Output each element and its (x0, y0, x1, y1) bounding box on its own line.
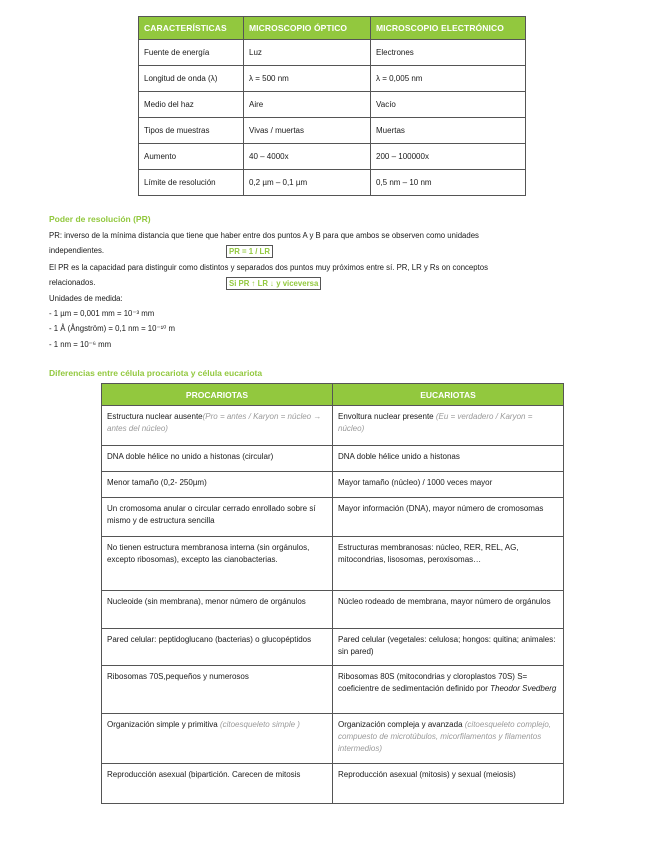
table-cell: 40 – 4000x (244, 144, 371, 170)
header-cell: EUCARIOTAS (333, 384, 564, 406)
table-cell: Pared celular: peptidoglucano (bacterias) o glucopéptidos (102, 629, 333, 666)
unit-item: - 1 nm = 10⁻⁶ mm (49, 340, 112, 349)
table-cell: Vivas / muertas (244, 118, 371, 144)
table-cell: Estructura nuclear ausente(Pro = antes / Karyon = núcleo → antes del núcleo) (102, 406, 333, 446)
table-cell: λ = 500 nm (244, 66, 371, 92)
table-cell: 0,2 µm – 0,1 µm (244, 170, 371, 196)
table-cell: Núcleo rodeado de membrana, mayor número de orgánulos (333, 591, 564, 629)
table-cell: Estructuras membranosas: núcleo, RER, REL, AG, mitocondrias, lisosomas, peroxisomas… (333, 537, 564, 591)
units-title: Unidades de medida: (49, 294, 123, 303)
table-row (102, 537, 564, 591)
table-row (102, 498, 564, 537)
cells-section-title: Diferencias entre célula procariota y célula eucariota (49, 368, 263, 378)
header-cell: MICROSCOPIO ELECTRÓNICO (371, 17, 526, 40)
cell-comparison-table (101, 383, 564, 804)
table-cell: Aire (244, 92, 371, 118)
table-row (139, 118, 526, 144)
unit-item: - 1 µm = 0,001 mm = 10⁻³ mm (49, 309, 155, 318)
table-row (102, 666, 564, 714)
pr-definition-line: independientes. (49, 246, 105, 255)
table-row (139, 170, 526, 196)
table-cell: Reproducción asexual (mitosis) y sexual (meiosis) (333, 764, 564, 804)
table-cell: Fuente de energía (139, 40, 244, 66)
table-row (139, 66, 526, 92)
header-cell: PROCARIOTAS (102, 384, 333, 406)
table-cell: 200 – 100000x (371, 144, 526, 170)
pr-formula-box: PR = 1 / LR (226, 245, 273, 258)
table-cell: Mayor tamaño (núcleo) / 1000 veces mayor (333, 472, 564, 498)
table-cell: DNA doble hélice no unido a histonas (circular) (102, 446, 333, 472)
table-cell: Envoltura nuclear presente (Eu = verdadero / Karyon = núcleo) (333, 406, 564, 446)
table-row (139, 40, 526, 66)
table-cell: Organización compleja y avanzada (citoesqueleto complejo, compuesto de microtúbulos, micorfilamentos y filamentos intermedios) (333, 714, 564, 764)
header-cell: CARACTERÍSTICAS (139, 17, 244, 40)
table-cell: Longitud de onda (λ) (139, 66, 244, 92)
table-cell: Luz (244, 40, 371, 66)
microscope-comparison-table (138, 16, 526, 196)
table-cell: DNA doble hélice unido a histonas (333, 446, 564, 472)
table-row (139, 92, 526, 118)
table-cell: 0,5 nm – 10 nm (371, 170, 526, 196)
table-row (102, 406, 564, 446)
table-cell: Muertas (371, 118, 526, 144)
table-cell: Ribosomas 80S (mitocondrias y cloroplastos 70S) S= coeficientre de sedimentación definido por Theodor Svedberg (333, 666, 564, 714)
table-cell: Nucleoide (sin membrana), menor número de orgánulos (102, 591, 333, 629)
table-cell: Mayor información (DNA), mayor número de cromosomas (333, 498, 564, 537)
table-cell: Ribosomas 70S,pequeños y numerosos (102, 666, 333, 714)
table-cell: Menor tamaño (0,2- 250µm) (102, 472, 333, 498)
table-header-row (139, 17, 526, 40)
table-row (102, 714, 564, 764)
table-row (102, 446, 564, 472)
table-row (102, 591, 564, 629)
table-cell: Aumento (139, 144, 244, 170)
table-header-row (102, 384, 564, 406)
table-row (139, 144, 526, 170)
table-row (102, 629, 564, 666)
header-cell: MICROSCOPIO ÓPTICO (244, 17, 371, 40)
table-cell: Tipos de muestras (139, 118, 244, 144)
pr-definition-line: PR: inverso de la mínima distancia que tiene que haber entre dos puntos A y B para que ambos se observen como unidades (49, 231, 479, 240)
pr-relation-line: relacionados. (49, 278, 96, 287)
table-cell: Reproducción asexual (bipartición. Carecen de mitosis (102, 764, 333, 804)
table-row (102, 764, 564, 804)
table-cell: λ = 0,005 nm (371, 66, 526, 92)
table-cell: Organización simple y primitiva (citoesqueleto simple ) (102, 714, 333, 764)
table-cell: Electrones (371, 40, 526, 66)
unit-item: - 1 Å (Ångström) = 0,1 nm = 10⁻¹⁰ m (49, 324, 175, 333)
table-cell: Pared celular (vegetales: celulosa; hongos: quitina; animales: sin pared) (333, 629, 564, 666)
table-row (102, 472, 564, 498)
pr-relation-box: Si PR ↑ LR ↓ y viceversa (226, 277, 321, 290)
table-cell: Un cromosoma anular o circular cerrado enrollado sobre sí mismo y de estructura sencilla (102, 498, 333, 537)
resolution-section-title: Poder de resolución (PR) (49, 214, 151, 224)
table-cell: No tienen estructura membranosa interna (sin orgánulos, excepto ribosomas), excepto las cianobacterias. (102, 537, 333, 591)
pr-relation-line: El PR es la capacidad para distinguir como distintos y separados dos puntos muy próximos entre sí. PR, LR y Rs on conceptos (49, 263, 489, 272)
table-cell: Medio del haz (139, 92, 244, 118)
table-cell: Límite de resolución (139, 170, 244, 196)
table-cell: Vacío (371, 92, 526, 118)
